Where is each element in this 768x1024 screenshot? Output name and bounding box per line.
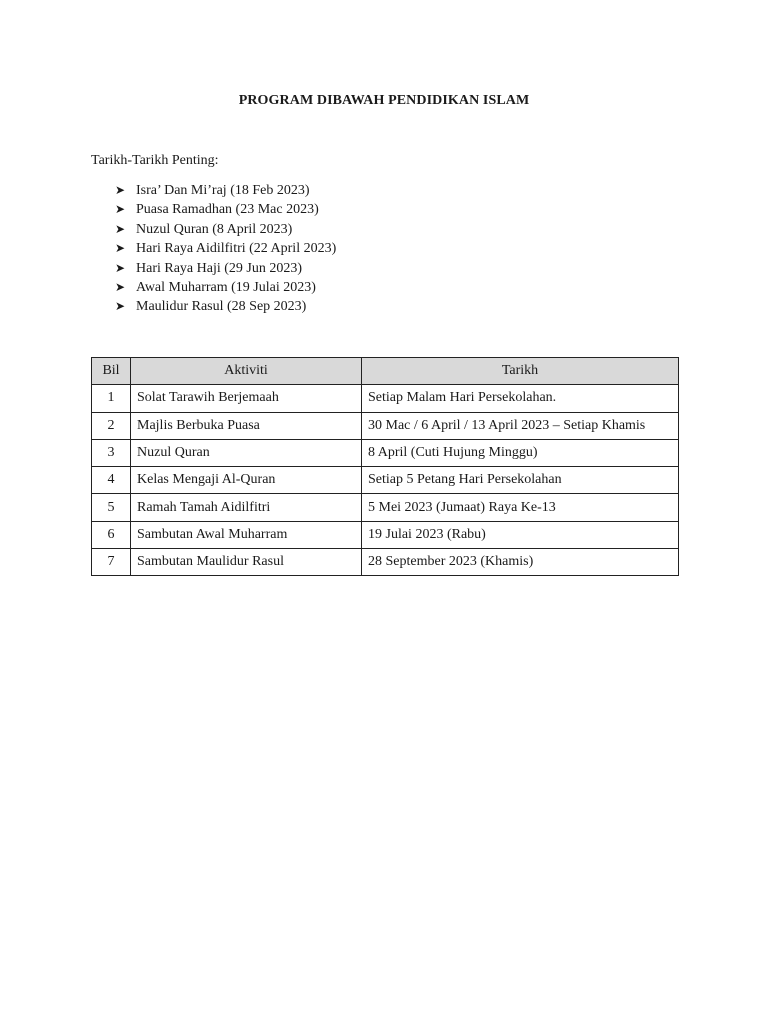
cell-tarikh: 28 September 2023 (Khamis) [362, 549, 679, 576]
list-item [115, 278, 336, 297]
arrowhead-bullet-icon: ➤ [115, 260, 126, 275]
cell-aktiviti: Ramah Tamah Aidilfitri [131, 494, 362, 521]
list-item [115, 259, 336, 278]
list-item-text: Isra’ Dan Mi’raj (18 Feb 2023) [136, 183, 310, 198]
table-row [92, 494, 679, 521]
cell-aktiviti: Majlis Berbuka Puasa [131, 412, 362, 439]
header-aktiviti: Aktiviti [131, 358, 362, 385]
cell-bil: 2 [92, 412, 131, 439]
table-row [92, 549, 679, 576]
cell-aktiviti: Sambutan Maulidur Rasul [131, 549, 362, 576]
cell-tarikh: 8 April (Cuti Hujung Minggu) [362, 439, 679, 466]
list-item-text: Maulidur Rasul (28 Sep 2023) [136, 299, 307, 315]
cell-tarikh: Setiap 5 Petang Hari Persekolahan [362, 467, 679, 494]
important-dates-list [115, 181, 336, 317]
arrowhead-bullet-icon: ➤ [115, 221, 126, 236]
list-item [115, 239, 336, 258]
table-header-row [92, 358, 679, 385]
arrowhead-bullet-icon: ➤ [115, 202, 126, 217]
table-row [92, 439, 679, 466]
list-item-text: Puasa Ramadhan (23 Mac 2023) [136, 202, 319, 218]
arrowhead-bullet-icon: ➤ [115, 279, 126, 294]
cell-aktiviti: Solat Tarawih Berjemaah [131, 385, 362, 412]
cell-bil: 7 [92, 549, 131, 576]
table-row [92, 385, 679, 412]
arrowhead-bullet-icon: ➤ [115, 299, 126, 314]
cell-aktiviti: Kelas Mengaji Al-Quran [131, 467, 362, 494]
cell-bil: 4 [92, 467, 131, 494]
arrowhead-bullet-icon: ➤ [115, 241, 126, 256]
activity-schedule-table [91, 357, 679, 576]
list-item-text: Hari Raya Aidilfitri (22 April 2023) [136, 241, 337, 257]
list-item [115, 200, 336, 219]
table-row [92, 521, 679, 548]
list-item [115, 220, 336, 239]
cell-tarikh: 30 Mac / 6 April / 13 April 2023 – Setiap Khamis [362, 412, 679, 439]
cell-bil: 6 [92, 521, 131, 548]
cell-aktiviti: Sambutan Awal Muharram [131, 521, 362, 548]
list-item [115, 297, 336, 316]
list-item-text: Awal Muharram (19 Julai 2023) [136, 279, 316, 295]
table-row [92, 412, 679, 439]
table-row [92, 467, 679, 494]
arrowhead-bullet-icon: ➤ [115, 183, 126, 197]
cell-tarikh: 19 Julai 2023 (Rabu) [362, 521, 679, 548]
list-item [115, 181, 336, 200]
header-bil: Bil [92, 358, 131, 385]
cell-bil: 5 [92, 494, 131, 521]
list-item-text: Hari Raya Haji (29 Jun 2023) [136, 260, 303, 276]
cell-aktiviti: Nuzul Quran [131, 439, 362, 466]
cell-tarikh: Setiap Malam Hari Persekolahan. [362, 385, 679, 412]
important-dates-heading: Tarikh-Tarikh Penting: [91, 153, 219, 168]
list-item-text: Nuzul Quran (8 April 2023) [136, 221, 293, 237]
cell-tarikh: 5 Mei 2023 (Jumaat) Raya Ke-13 [362, 494, 679, 521]
cell-bil: 1 [92, 385, 131, 412]
cell-bil: 3 [92, 439, 131, 466]
header-tarikh: Tarikh [362, 358, 679, 385]
page-title: PROGRAM DIBAWAH PENDIDIKAN ISLAM [238, 93, 530, 108]
